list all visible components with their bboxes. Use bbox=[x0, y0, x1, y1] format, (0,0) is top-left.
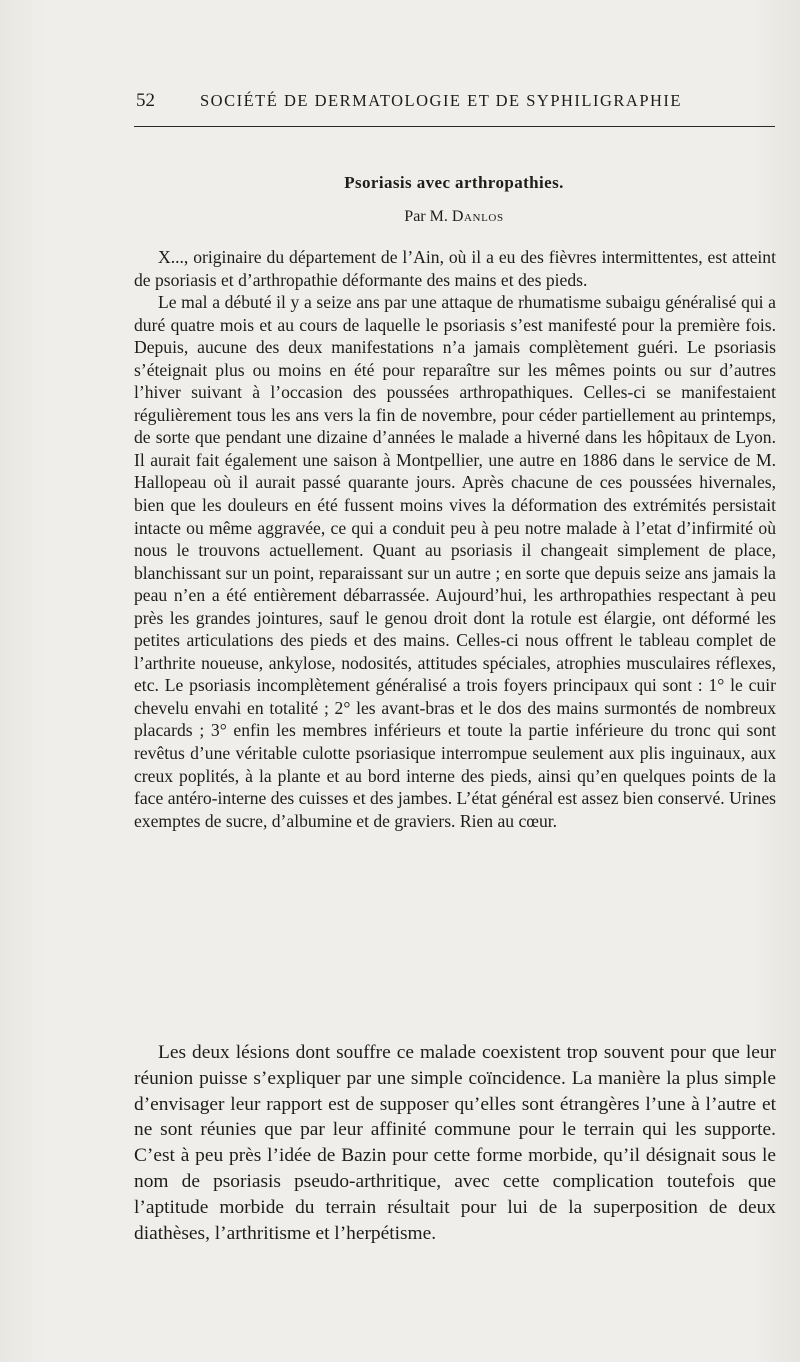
running-head: SOCIÉTÉ DE DERMATOLOGIE ET DE SYPHILIGRAPHIE bbox=[200, 91, 682, 110]
article-title: Psoriasis avec arthropathies. bbox=[344, 173, 564, 192]
case-report bbox=[134, 246, 776, 832]
page-number: 52 bbox=[136, 90, 155, 111]
author-prefix: Par M. bbox=[404, 208, 448, 225]
article-author bbox=[133, 207, 775, 227]
header-rule bbox=[134, 126, 775, 127]
paragraph-history: Le mal a débuté il y a seize ans par une attaque de rhumatisme subaigu généralisé qui a duré quatre mois et au cours de laquelle le psoriasis s’est manifesté pour la première fois. Depuis, aucune des deux manifestations n’a jamais complètement guéri. Le psoriasis s’éteignait plus ou moins en été pour reparaître sur les mêmes points ou sur d’autres l’hiver suivant à l’occasion des poussées arthropathiques. Celles-ci se manifestaient régulièrement tous les ans vers la fin de novembre, pour céder partiellement au printemps, de sorte que pendant une dizaine d’années le malade a hiverné dans les hôpitaux de Lyon. Il aurait fait également une saison à Montpellier, une autre en 1886 dans le service de M. Hallopeau où il aurait passé quarante jours. Après chacune de ces poussées hivernales, bien que les douleurs en été fussent moins vives la déformation des extrémités persistait intacte ou même aggravée, ce qui a conduit peu à peu notre malade à l’etat d’infirmité où nous le trouvons actuellement. Quant au psoriasis il changeait simplement de place, blanchissant sur un point, reparaissant sur un autre ; en sorte que depuis seize ans jamais la peau n’en a été entièrement débarrassée. Aujourd’hui, les arthropathies respectant à peu près les grandes jointures, sauf le genou droit dont la rotule est élargie, ont déformé les petites articulations des pieds et des mains. Celles-ci nous offrent le tableau complet de l’arthrite noueuse, ankylose, nodosités, attitudes spéciales, atrophies musculaires réflexes, etc. Le psoriasis incomplètement généralisé a trois foyers principaux qui sont : 1° le cuir chevelu envahi en totalité ; 2° les avant-bras et le dos des mains surmontés de nombreux placards ; 3° enfin les membres inférieurs et toute la partie inférieure du tronc qui sont revêtus d’une véritable culotte psoriasique interrompue seulement aux plis inguinaux, aux creux poplités, à la plante et au bord interne des pieds, ainsi qu’en quelques points de la face antéro-interne des cuisses et des jambes. L’état général est assez bien conservé. Urines exemptes de sucre, d’albumine et de graviers. Rien au cœur. bbox=[134, 292, 776, 831]
commentary bbox=[134, 1040, 776, 1246]
author-name: Danlos bbox=[451, 208, 504, 225]
paragraph-commentary: Les deux lésions dont souffre ce malade coexistent trop souvent pour que leur réunion puisse s’expliquer par une simple coïncidence. La manière la plus simple d’envisager leur rapport est de supposer qu’elles sont étrangères l’une à l’autre et ne sont réunies que par leur affinité commune pour le terrain qui les supporte. C’est à peu près l’idée de Bazin pour cette forme morbide, qu’il désignait sous le nom de psoriasis pseudo-arthritique, avec cette complication toutefois que l’aptitude morbide du terrain résultait pour lui de la superposition de deux diathèses, l’arthritisme et l’herpétisme. bbox=[134, 1042, 776, 1244]
paragraph-intro: X..., originaire du département de l’Ain, où il a eu des fièvres intermittentes, est atteint de psoriasis et d’arthropathie déformante des mains et des pieds. bbox=[134, 247, 776, 290]
page-header bbox=[136, 88, 776, 118]
